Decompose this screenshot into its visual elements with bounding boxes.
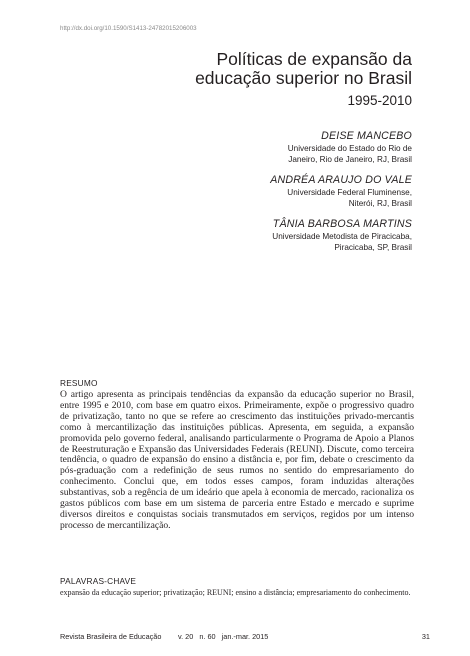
author-affiliation: Universidade Metodista de Piracicaba, [272,232,412,241]
author-entry [270,130,412,165]
author-entry [270,218,412,253]
author-entry [270,174,412,209]
page-number: 31 [421,632,430,641]
author-location: Janeiro, Rio de Janeiro, RJ, Brasil [288,155,412,164]
author-name: ANDRÉA ARAUJO DO VALE [270,174,412,186]
journal-name: Revista Brasileira de Educação [60,632,162,641]
article-period: 1995-2010 [347,93,412,108]
keywords-text: expansão da educação superior; privatização; REUNI; ensino a distância; empresariamento do conhecimento. [60,588,411,597]
author-name: TÂNIA BARBOSA MARTINS [272,218,412,230]
abstract-heading: RESUMO [60,378,98,388]
author-location: Niterói, RJ, Brasil [348,199,412,208]
keywords-heading: PALAVRAS-CHAVE [60,576,137,586]
article-title-line-2: educação superior no Brasil [195,68,412,88]
author-list [270,130,412,262]
author-affiliation: Universidade do Estado do Rio de [287,144,412,153]
doi-link[interactable]: http://dx.doi.org/10.1590/S1413-24782015206003 [60,25,197,32]
author-affiliation: Universidade Federal Fluminense, [287,188,412,197]
article-title-block [195,50,412,109]
author-name: DEISE MANCEBO [321,130,412,142]
author-location: Piracicaba, SP, Brasil [334,243,412,252]
article-title-line-1: Políticas de expansão da [216,49,412,69]
issue-info: v. 20 n. 60 jan.-mar. 2015 [178,632,269,641]
abstract-text: O artigo apresenta as principais tendências da expansão da educação superior no Brasil, entre 1995 e 2010, com base em quatro eixos. Primeiramente, expõe o progressivo quadro de privatização, tanto no que se refere ao crescimento das instituições privado-mercantis como à mercantilização das instituições públicas. Apresenta, em seguida, a expansão promovida pelo governo federal, analisando particularmente o Programa de Apoio a Planos de Reestruturação e Expansão das Universidades Federais (REUNI). Discute, como terceira tendência, o quadro de expansão do ensino a distância e, por fim, debate o crescimento da pós-graduação com a redefinição de seus rumos no sentido do empresariamento do conhecimento. Conclui que, em todos esses campos, foram induzidas alterações substantivas, sob a regência de um ideário que apela à economia de mercado, racionaliza os gastos públicos com base em um sistema de parceria entre Estado e mercado e suprime diversos direitos e conquistas sociais transmutados em serviços, regidos por um intenso processo de mercantilização. [60,389,414,531]
